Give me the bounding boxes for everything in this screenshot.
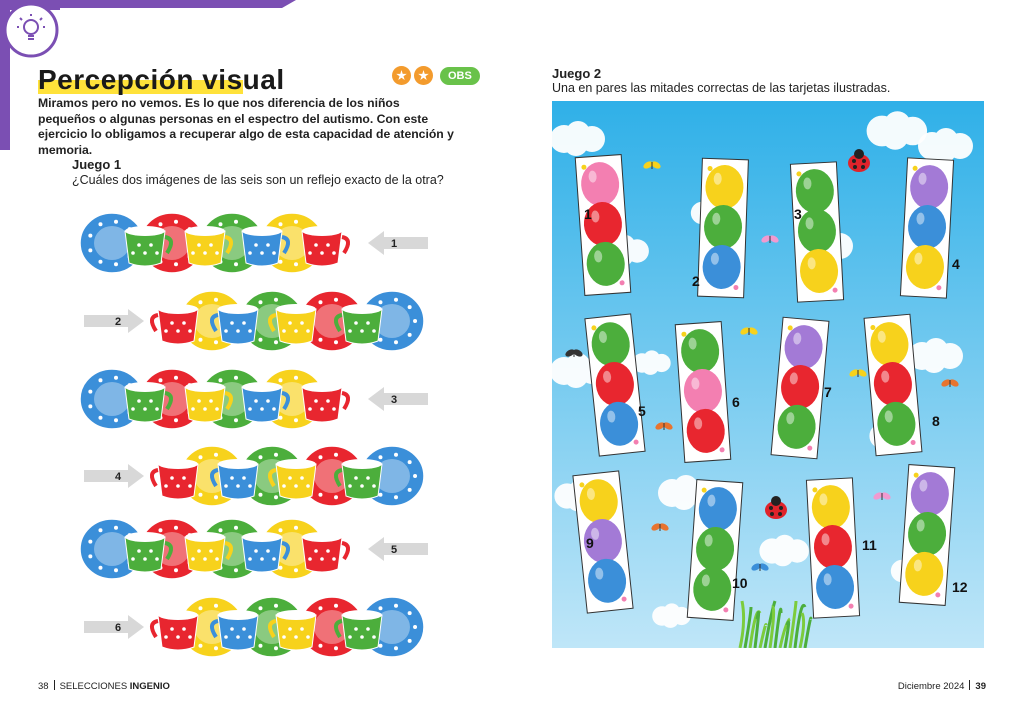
page-title: Percepción visual [38,64,285,95]
page-number-right: 39 [975,681,986,692]
card-number: 10 [732,575,748,591]
row-number: 5 [390,544,398,556]
teacup [152,459,198,499]
page-number-left: 38 [38,681,49,692]
publication-name: SELECCIONES [59,681,128,692]
teacup [152,304,198,344]
balloon-card-10 [687,480,743,621]
arrow-left-icon [368,537,428,561]
balloon-card-12 [899,465,955,606]
row-number: 6 [114,622,122,634]
arrow-left-icon [368,387,428,411]
publication-brand: INGENIO [129,681,170,692]
card-number: 12 [952,579,968,595]
balloon-card-4 [900,158,953,298]
card-number: 7 [824,384,832,400]
issue-date: Diciembre 2024 [897,681,965,692]
card-number: 2 [692,273,700,289]
footer-left [38,680,170,692]
card-number: 6 [732,394,740,410]
game2-title: Juego 2 [552,66,602,81]
balloon-card-1 [575,155,631,296]
row-number: 4 [114,471,122,483]
teacup [302,532,348,572]
row-number: 3 [390,394,398,406]
teacup [302,382,348,422]
card-number: 1 [584,206,592,222]
arrow-left-icon [368,231,428,255]
teacup-rows [0,0,520,670]
balloon-card-11 [806,478,859,618]
teacup-row-6 [84,597,424,657]
game1-question: ¿Cuáles dos imágenes de las seis son un reflejo exacto de la otra? [72,173,444,187]
card-number: 5 [638,403,646,419]
teacup-row-3 [80,369,428,429]
card-number: 4 [952,256,960,272]
card-number: 8 [932,413,940,429]
intro-text: Miramos pero no vemos. Es lo que nos diferencia de los niños pequeños o algunas personas en el espectro del autismo. Con este ejercicio lo obligamos a recuperar algo de esta capacidad de atención y memoria. [38,96,454,157]
card-number: 9 [586,535,594,551]
teacup-row-1 [80,213,428,273]
teacup [302,226,348,266]
row-number: 1 [390,238,398,250]
balloon-card-2 [698,158,749,298]
teacup [152,610,198,650]
footer-right [898,680,986,692]
balloon-card-6 [675,322,731,463]
card-number: 11 [862,537,877,553]
row-number: 2 [114,316,122,328]
balloon-cards-panel [552,101,984,648]
game1-title: Juego 1 [72,157,122,172]
teacup-row-4 [84,446,424,506]
balloon-card-3 [790,162,843,302]
card-number: 3 [794,206,802,222]
teacup-row-2 [84,291,424,351]
game2-question: Una en pares las mitades correctas de las tarjetas ilustradas. [552,81,891,95]
teacup-row-5 [80,519,428,579]
obs-badge: OBS [440,67,480,85]
title-block [38,64,285,96]
